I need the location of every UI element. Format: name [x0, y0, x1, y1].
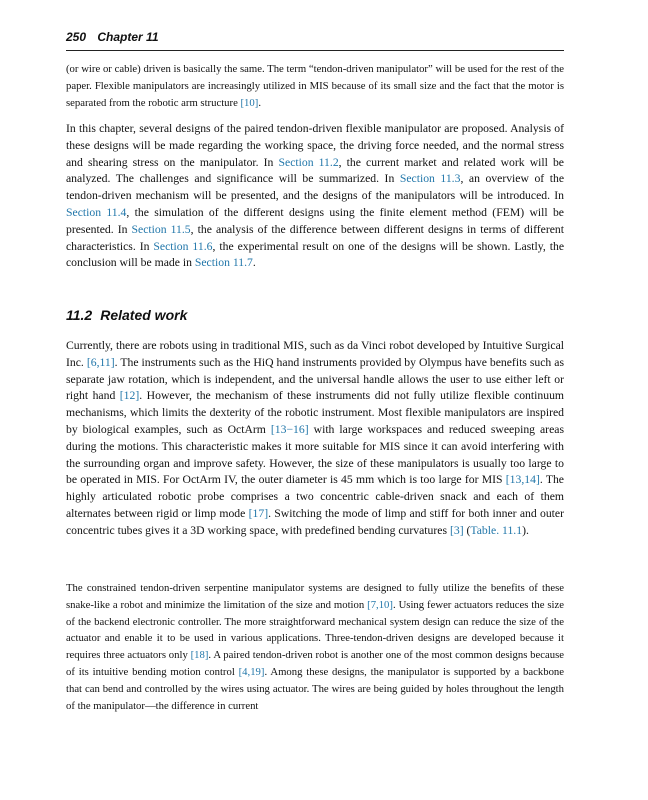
section-number: 11.2 — [66, 307, 93, 323]
paragraph-4 — [66, 580, 564, 714]
citation-link[interactable]: [13−16] — [270, 422, 309, 436]
section-link[interactable]: Section 11.7 — [194, 256, 253, 270]
section-title: Related work — [100, 307, 188, 323]
text-segment: . A paired tendon-driven robot is another one of the most common designs because of its intuitive bending motion control — [66, 649, 565, 678]
page-number: 250 — [66, 30, 87, 44]
citation-link[interactable]: [12] — [119, 389, 140, 403]
section-link[interactable]: Section 11.6 — [153, 239, 213, 253]
header-rule — [66, 50, 564, 51]
text-segment: , the analysis of the difference between different designs in terms of different characteristics. In — [66, 222, 564, 253]
text-segment: . Switching the mode of limp and stiff for both inner and outer concentric tubes gives it a 3D working space, with predefined bending curvatures — [66, 506, 564, 537]
paragraph-1 — [66, 61, 564, 111]
text-segment: , an overview of the tendon-driven mechanism will be presented, and the designs of the manipulators will be introduced. In — [66, 172, 565, 203]
section-link[interactable]: Section 11.5 — [131, 222, 191, 236]
text-segment: ( — [463, 523, 471, 537]
text-segment: . — [252, 256, 256, 270]
text-segment: . Among these designs, the manipulator is supported by a backbone that can bend and controlled by the wires using actuator. The wires are being guided by holes throughout the length of the manipulator—the difference in current — [66, 665, 564, 712]
text-segment: In this chapter, several designs of the paired tendon-driven flexible manipulator are proposed. Analysis of these designs will be made regarding the working space, the driving force needed, and the normal stress and shearing stress on the manipulator. In — [66, 122, 564, 169]
text-segment: The constrained tendon-driven serpentine manipulator systems are designed to fully utilize the benefits of these snake-like a robot and minimize the limitation of the size and motion — [66, 582, 564, 611]
section-link[interactable]: Section 11.2 — [278, 155, 339, 169]
citation-link[interactable]: [7,10] — [367, 598, 393, 611]
chapter-title: Chapter 11 — [97, 30, 159, 44]
text-segment: . — [258, 96, 261, 109]
text-segment: . However, the mechanism of these instruments did not fully utilize flexible continuum mechanisms, which limits the dexterity of the robotic instrument. Most flexible manipulators are inspired by biological examples, such as OctArm — [66, 389, 565, 436]
paragraph-3 — [66, 338, 564, 540]
text-segment: . The highly articulated robotic probe comprises a two concentric cable-driven snack and each of them alternates between rigid or limp mode — [66, 473, 564, 520]
section-heading — [66, 307, 187, 323]
text-segment: . Using fewer actuators reduces the size of the backend electronic controller. The more straightforward mechanical system design can reduce the size of the actuator and enable it to be used in various applications. Three-tendon-driven designs are developed because it requires three actuators only — [66, 598, 564, 662]
section-link[interactable]: Section 11.4 — [66, 205, 127, 219]
text-segment: with large workspaces and reduced sweeping areas during the motions. This characteristic makes it more suitable for MIS since it can avoid interfering with the surrounding organ and improve safety. However, the size of these manipulators is usually too large to be operated in MIS. For OctArm IV, the outer diameter is 45 mm which is too large for MIS — [66, 422, 565, 487]
citation-link[interactable]: [3] — [449, 523, 464, 537]
text-segment: (or wire or cable) driven is basically the same. The term “tendon-driven manipulator” will be used for the rest of the paper. Flexible manipulators are increasingly utilized in MIS because of its small size and the fact that the motor is separated from the robotic arm structure — [66, 63, 564, 109]
text-segment: , the simulation of the different designs using the finite element method (FEM) will be presented. In — [66, 205, 564, 236]
citation-link[interactable]: [13,14] — [505, 473, 540, 487]
section-link[interactable]: Section 11.3 — [399, 172, 461, 186]
text-segment: , the current market and related work will be analyzed. The challenges and significance will be summarized. In — [66, 155, 564, 186]
text-segment: Currently, there are robots using in traditional MIS, such as da Vinci robot developed by Intuitive Surgical Inc. — [66, 339, 564, 369]
citation-link[interactable]: [18] — [190, 649, 209, 662]
citation-link[interactable]: [4,19] — [238, 665, 265, 678]
citation-link[interactable]: [17] — [248, 506, 269, 520]
paragraph-2 — [66, 121, 564, 272]
text-segment: . The instruments such as the HiQ hand instruments provided by Olympus have benefits such as separate jaw rotation, which is independent, and the universal handle allows the user to use either left or right hand — [66, 355, 564, 403]
running-header — [66, 30, 564, 44]
citation-link[interactable]: [6,11] — [86, 355, 115, 369]
table-link[interactable]: Table. 11.1 — [470, 523, 523, 537]
text-segment: , the experimental result on one of the designs will be shown. Lastly, the conclusion will be made in — [66, 239, 565, 270]
text-segment: ). — [522, 523, 529, 537]
citation-link[interactable]: [10] — [240, 96, 259, 109]
